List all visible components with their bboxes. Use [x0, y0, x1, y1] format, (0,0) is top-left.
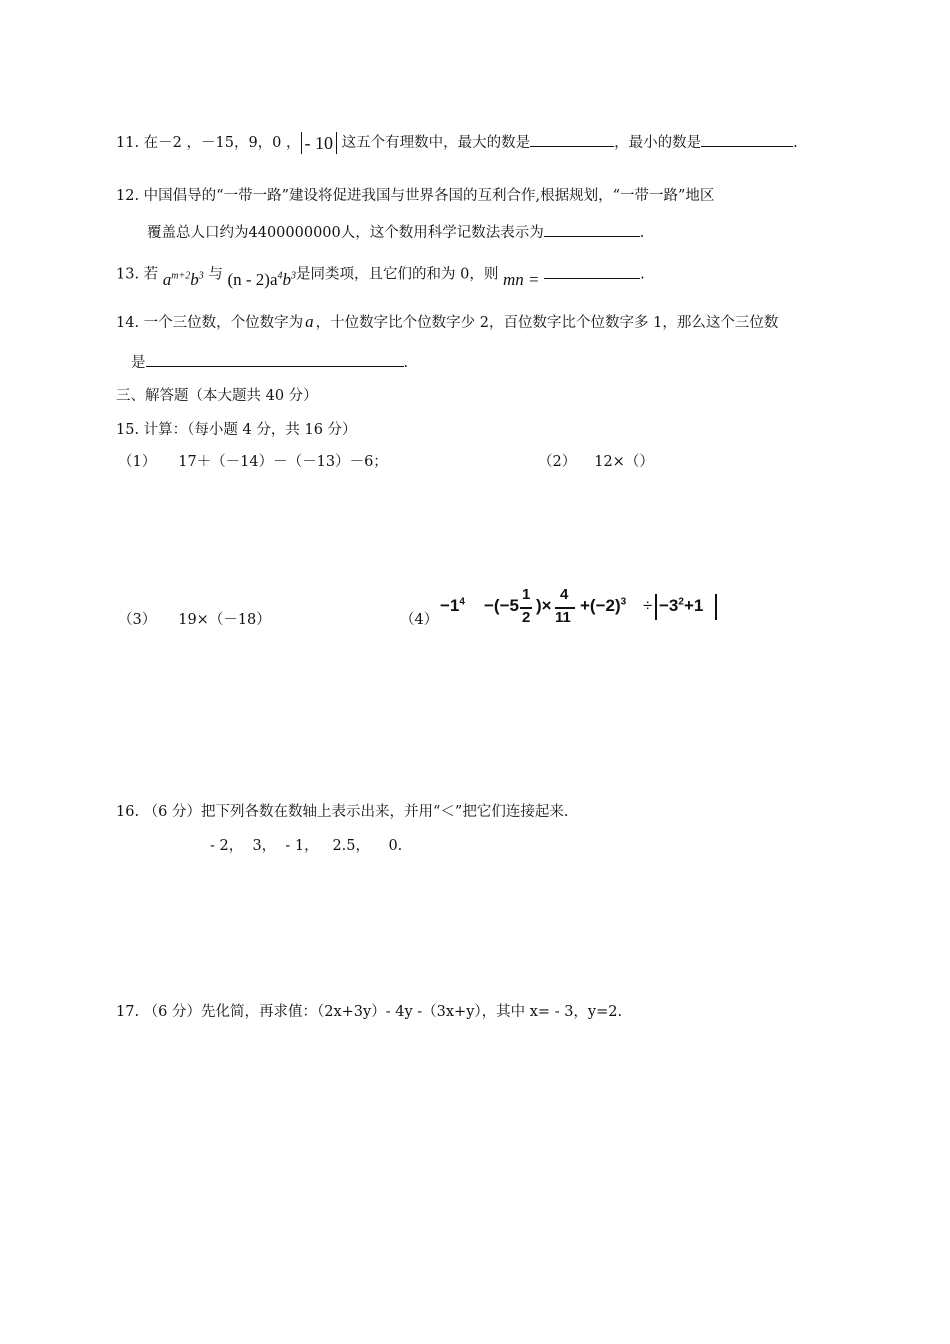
- p4-term-a: $-1^4$: [440, 596, 465, 615]
- q13-term1: $a^{m+2}b^3$: [162, 269, 204, 289]
- q11-middle2: ，最小的数是: [614, 135, 702, 151]
- q14-line1: 14. 一个三位数，个位数字为: [116, 315, 304, 331]
- question-11: [116, 132, 798, 154]
- q15-part-3: [118, 610, 271, 630]
- question-16-numbers: - 2， 3， - 1， 2.5， 0.: [210, 838, 403, 854]
- q12-line2-text: 覆盖总人口约为4400000000人，这个数用科学记数法表示为: [147, 225, 544, 241]
- q11-answer-blank-max[interactable]: [530, 132, 614, 147]
- section-3-heading: 三、解答题（本大题共 40 分）: [116, 388, 318, 404]
- q11-end: .: [793, 135, 798, 151]
- q13-answer-blank[interactable]: [544, 264, 640, 279]
- q15-p3-expr: 19×（－18）: [178, 612, 271, 628]
- question-12-line2: [147, 222, 644, 243]
- p4-frac2-num: 4: [560, 586, 569, 603]
- q15-p1-num: （1）: [118, 454, 157, 470]
- q11-answer-blank-min[interactable]: [701, 132, 793, 147]
- question-16-title: 16. （6 分）把下列各数在数轴上表示出来，并用“＜”把它们连接起来.: [116, 804, 569, 820]
- p4-frac2-den: 11: [555, 609, 571, 626]
- q11-abs-value: - 10: [301, 132, 338, 154]
- p4-term-d: $+(-2)^3$: [580, 596, 627, 615]
- question-14-line1: [116, 312, 778, 333]
- q11-middle: 这五个有理数中，最大的数是: [337, 135, 531, 151]
- p4-frac1-num: 1: [522, 586, 531, 603]
- question-12-line1: 12. 中国倡导的“一带一路”建设将促进我国与世界各国的互利合作,根据规划，“一带一路”地区: [116, 188, 715, 204]
- question-14-line2: [131, 352, 408, 373]
- q12-end: .: [639, 225, 645, 241]
- q13-term2: $(n - 2)a^4b^3$: [227, 269, 297, 289]
- q13-middle: 是同类项，且它们的和为 0，则: [296, 266, 499, 283]
- q13-mn: mn =: [502, 269, 540, 289]
- q15-part-1: [118, 452, 388, 472]
- p4-divide: ÷: [643, 596, 653, 615]
- q15-p1-expr: 17＋（－14）－（－13）－6；: [178, 454, 388, 470]
- q13-prefix: 13. 若: [116, 266, 159, 283]
- question-13: [116, 260, 645, 289]
- q14-end: .: [403, 355, 409, 371]
- q14-line2: 是: [131, 355, 146, 371]
- q15-part-4-formula: [440, 588, 730, 646]
- p4-term-b: −(−5: [484, 596, 519, 615]
- q14-answer-blank[interactable]: [146, 352, 404, 367]
- q15-part-4-num: （4）: [400, 612, 439, 628]
- q12-answer-blank[interactable]: [544, 222, 640, 237]
- q14-line1-rest: ，十位数字比个位数字少 2，百位数字比个位数字多 1，那么这个三位数: [315, 315, 779, 331]
- p4-frac1-den: 2: [522, 609, 531, 626]
- q15-p2-num: （2）: [538, 454, 577, 470]
- q13-end: .: [640, 266, 645, 283]
- question-15-title: 15. 计算：（每小题 4 分，共 16 分）: [116, 422, 357, 438]
- p4-term-c: )×: [536, 596, 552, 615]
- q15-p2-expr: 12×（）: [594, 454, 654, 470]
- q11-prefix: 11. 在－2 ，－15，9，0 ，: [116, 135, 301, 151]
- p4-abs-content: $-3^2+1$: [659, 596, 704, 615]
- q14-var: a: [305, 312, 314, 331]
- q15-part-2: [538, 452, 654, 472]
- question-17-title: 17. （6 分）先化简，再求值：（2x+3y）- 4y -（3x+y），其中 x= - 3，y=2.: [116, 1004, 623, 1020]
- q15-p3-num: （3）: [118, 612, 157, 628]
- q13-with: 与: [208, 266, 223, 283]
